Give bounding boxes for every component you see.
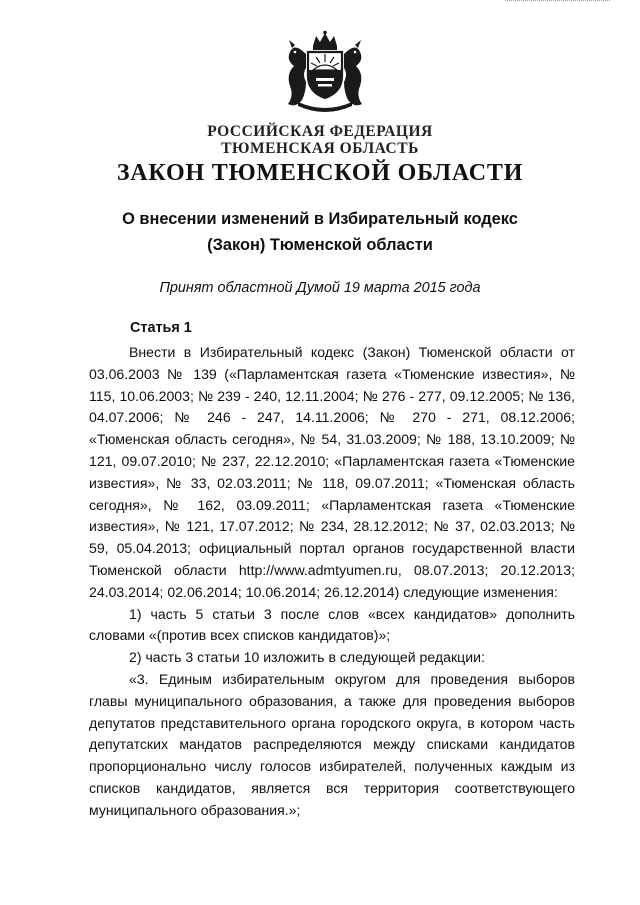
law-title-line-1: О внесении изменений в Избирательный кодекс <box>122 210 518 228</box>
article-paragraph: 1) часть 5 статьи 3 после слов «всех кандидатов» дополнить словами «(против всех списков кандидатов)»; <box>89 605 575 644</box>
document-type-heading: ЗАКОН ТЮМЕНСКОЙ ОБЛАСТИ <box>116 160 524 186</box>
article-body <box>89 342 575 822</box>
scan-artifact <box>505 0 610 3</box>
law-title-line-2: (Закон) Тюменской области <box>207 236 433 254</box>
article-paragraph: Внести в Избирательный кодекс (Закон) Тюменской области от 03.06.2003 № 139 («Парламентская газета «Тюменские известия», № 115, 10.06.2003; № 239 - 240, 12.11.2004; № 276 - 277, 09.12.2005; № 136, 04.07.2006; № 246 - 247, 14.11.2006; № 270 - 271, 08.12.2006; «Тюменская область сегодня», № 54, 31.03.2009; № 188, 13.10.2009; № 121, 09.07.2010; № 237, 22.12.2010; «Парламентская газета «Тюменские известия», № 33, 02.03.2011; № 118, 09.07.2011; «Тюменская область сегодня», № 162, 03.09.2011; «Парламентская газета «Тюменские известия», № 121, 17.07.2012; № 234, 28.12.2012; № 37, 02.03.2013; № 59, 05.04.2013; официальный портал органов государственной власти Тюменской области http://www.admtyumen.ru, 08.07.2013; 20.12.2013; 24.03.2014; 02.06.2014; 10.06.2014; 26.12.2014) следующие изменения: <box>89 344 575 600</box>
region-heading: ТЮМЕНСКАЯ ОБЛАСТЬ <box>221 140 419 157</box>
coat-of-arms-icon <box>280 30 370 112</box>
adoption-date-line: Принят областной Думой 19 марта 2015 года <box>159 280 481 296</box>
article-paragraph: «3. Единым избирательным округом для проведения выборов главы муниципального образования, а также для проведения выборов депутатов представительного органа городского округа, в котором часть депутатских мандатов распределяются между списками кандидатов пропорционально числу голосов избирателей, полученных каждым из списков кандидатов, является вся территория соответствующего муниципального образования.»; <box>89 670 575 818</box>
country-heading: РОССИЙСКАЯ ФЕДЕРАЦИЯ <box>207 123 433 140</box>
article-paragraph: 2) часть 3 статьи 10 изложить в следующей редакции: <box>129 649 485 666</box>
article-heading: Статья 1 <box>130 320 192 336</box>
